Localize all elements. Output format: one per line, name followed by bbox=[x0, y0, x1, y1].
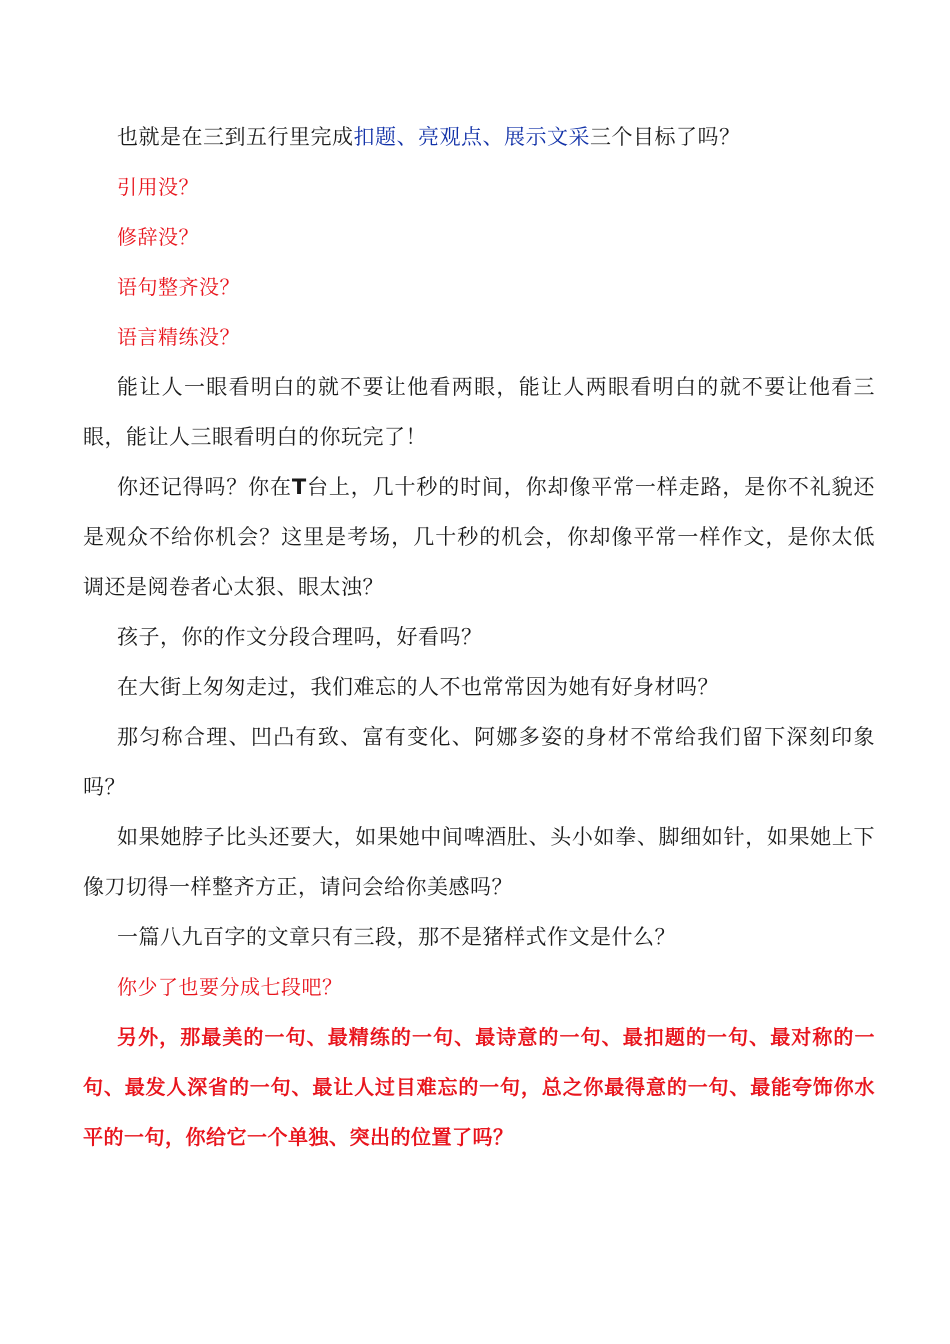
paragraph-street: 在大街上匆匆走过，我们难忘的人不也常常因为她有好身材吗？ bbox=[117, 675, 719, 699]
document-body bbox=[83, 112, 875, 1162]
paragraph-best-sentence: 另外，那最美的一句、最精练的一句、最诗意的一句、最扣题的一句、最对称的一句、最发人深省的一句、最让人过目难忘的一句，总之你最得意的一句、最能夸饰你水平的一句，你给它一个单独、突出的位置了吗？ bbox=[83, 1025, 875, 1149]
paragraph-figure: 那匀称合理、凹凸有致、富有变化、阿娜多姿的身材不常给我们留下深刻印象吗？ bbox=[83, 725, 875, 799]
question-citation: 引用没？ bbox=[117, 175, 199, 199]
paragraph-text: 三个目标了吗？ bbox=[590, 125, 741, 149]
paragraph-text: 也就是在三到五行里完成 bbox=[117, 125, 354, 149]
question-rhetoric: 修辞没？ bbox=[117, 225, 199, 249]
paragraph-segmentation-question: 孩子，你的作文分段合理吗，好看吗？ bbox=[117, 625, 483, 649]
letter-t: T bbox=[291, 475, 307, 499]
paragraph-goals-question bbox=[83, 112, 875, 162]
paragraph-three-sections: 一篇八九百字的文章只有三段，那不是猪样式作文是什么？ bbox=[117, 925, 676, 949]
paragraph-text: 你还记得吗？你在 bbox=[117, 475, 292, 499]
highlighted-goals: 扣题、亮观点、展示文采 bbox=[353, 125, 590, 149]
paragraph-clarity: 能让人一眼看明白的就不要让他看两眼，能让人两眼看明白的就不要让他看三眼，能让人三眼看明白的你玩完了！ bbox=[83, 375, 875, 449]
question-concise-language: 语言精练没？ bbox=[117, 325, 240, 349]
paragraph-catwalk bbox=[83, 462, 875, 612]
question-seven-sections: 你少了也要分成七段吧？ bbox=[117, 975, 343, 999]
paragraph-text: 台上，几十秒的时间，你却像平常一样走路，是你不礼貌还是观众不给你机会？这里是考场，几十秒的机会，你却像平常一样作文，是你太低调还是阅卷者心太狠、眼太浊？ bbox=[83, 475, 876, 599]
question-sentence-order: 语句整齐没？ bbox=[117, 275, 240, 299]
paragraph-proportion: 如果她脖子比头还要大，如果她中间啤酒肚、头小如拳、脚细如针，如果她上下像刀切得一样整齐方正，请问会给你美感吗？ bbox=[83, 825, 875, 899]
